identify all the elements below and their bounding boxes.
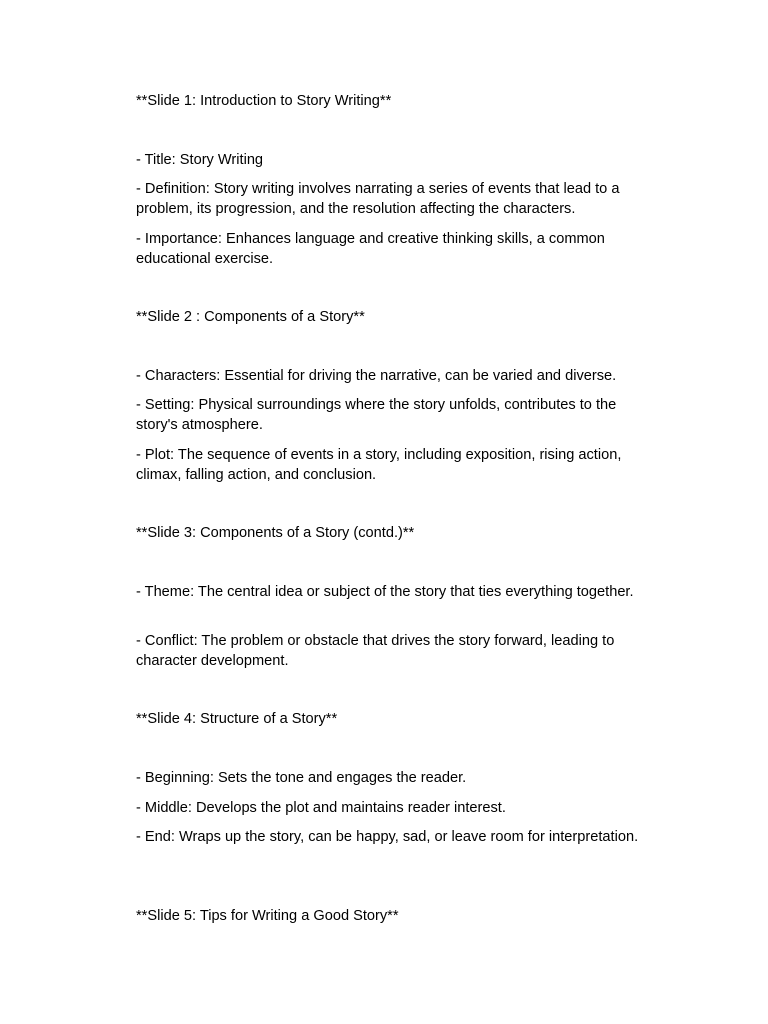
slide-4-bullet-middle: - Middle: Develops the plot and maintains reader interest. xyxy=(136,800,506,816)
slide-3-bullet-theme: - Theme: The central idea or subject of the story that ties everything together. xyxy=(136,584,634,600)
slide-3-heading: **Slide 3: Components of a Story (contd.)** xyxy=(136,525,415,541)
slide-1-bullet-title: - Title: Story Writing xyxy=(136,152,264,168)
slide-3-bullet-conflict: - Conflict: The problem or obstacle that drives the story forward, leading to character development. xyxy=(136,633,615,669)
slide-5-heading: **Slide 5: Tips for Writing a Good Story** xyxy=(136,908,399,924)
slide-4-bullet-end: - End: Wraps up the story, can be happy, sad, or leave room for interpretation. xyxy=(136,829,639,845)
slide-1-heading: **Slide 1: Introduction to Story Writing** xyxy=(136,93,392,109)
slide-2-bullet-setting: - Setting: Physical surroundings where the story unfolds, contributes to the story's atmosphere. xyxy=(136,397,617,433)
slide-4-heading: **Slide 4: Structure of a Story** xyxy=(136,711,338,727)
slide-2-bullet-plot: - Plot: The sequence of events in a story, including exposition, rising action, climax, falling action, and conclusion. xyxy=(136,447,622,483)
slide-2-heading: **Slide 2 : Components of a Story** xyxy=(136,309,365,325)
slide-1-bullet-importance: - Importance: Enhances language and creative thinking skills, a common educational exercise. xyxy=(136,231,605,267)
slide-4-bullet-beginning: - Beginning: Sets the tone and engages the reader. xyxy=(136,770,467,786)
slide-2-bullet-characters: - Characters: Essential for driving the narrative, can be varied and diverse. xyxy=(136,368,617,384)
slide-1-bullet-definition: - Definition: Story writing involves narrating a series of events that lead to a problem, its progression, and the resolution affecting the characters. xyxy=(136,181,620,217)
